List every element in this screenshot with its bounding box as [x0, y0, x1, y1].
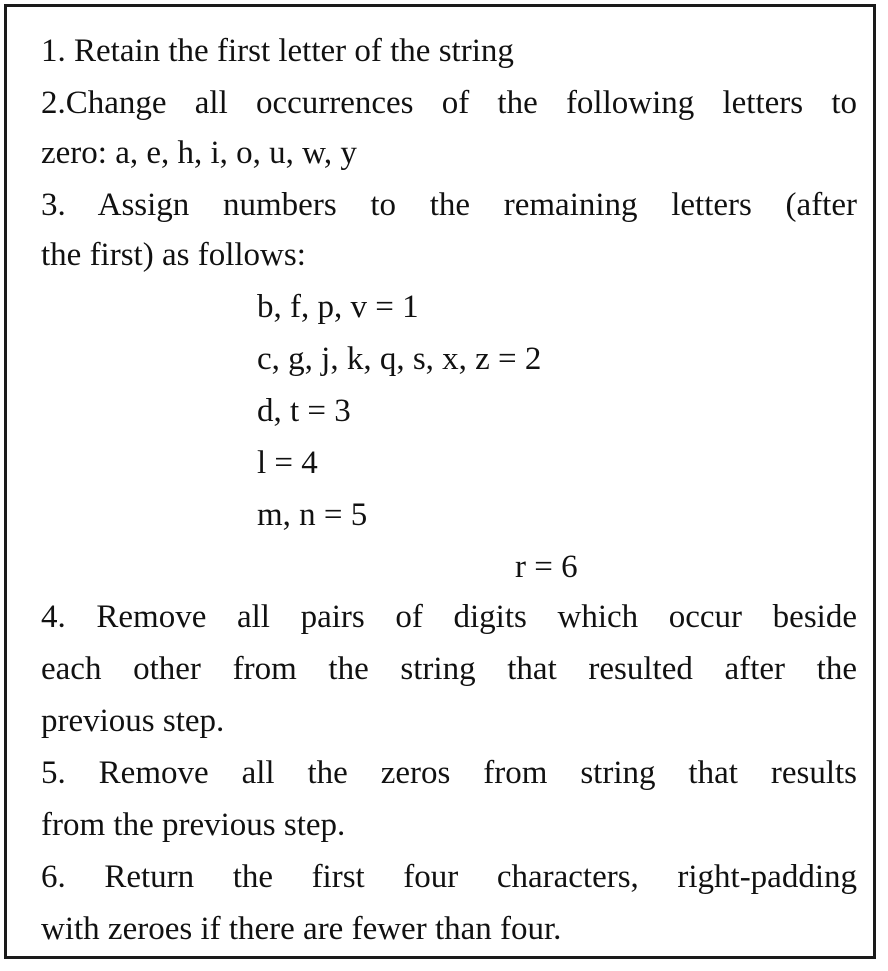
step-4-line-3: previous step.: [41, 703, 225, 739]
step-5-line-2: from the previous step.: [41, 807, 346, 843]
rule-4: l = 4: [257, 445, 318, 481]
step-2-line-1: 2.Change all occurrences of the following letters to: [41, 85, 857, 121]
rule-1: b, f, p, v = 1: [257, 289, 419, 325]
rule-5: m, n = 5: [257, 497, 368, 533]
step-3-line-2: the first) as follows:: [41, 237, 306, 273]
step-3-line-1: 3. Assign numbers to the remaining letters (after: [41, 187, 857, 223]
step-4-line-1: 4. Remove all pairs of digits which occur beside: [41, 599, 857, 635]
rule-2: c, g, j, k, q, s, x, z = 2: [257, 341, 542, 377]
step-5-line-1: 5. Remove all the zeros from string that results: [41, 755, 857, 791]
step-4-line-2: each other from the string that resulted after the: [41, 651, 857, 687]
step-6-line-2: with zeroes if there are fewer than four.: [41, 911, 562, 947]
rule-6: r = 6: [515, 549, 578, 585]
step-6-line-1: 6. Return the first four characters, right-padding: [41, 859, 857, 895]
step-2-line-2: zero: a, e, h, i, o, u, w, y: [41, 135, 357, 171]
soundex-algorithm-box: [4, 4, 876, 959]
step-1: 1. Retain the first letter of the string: [41, 33, 514, 69]
rule-3: d, t = 3: [257, 393, 351, 429]
